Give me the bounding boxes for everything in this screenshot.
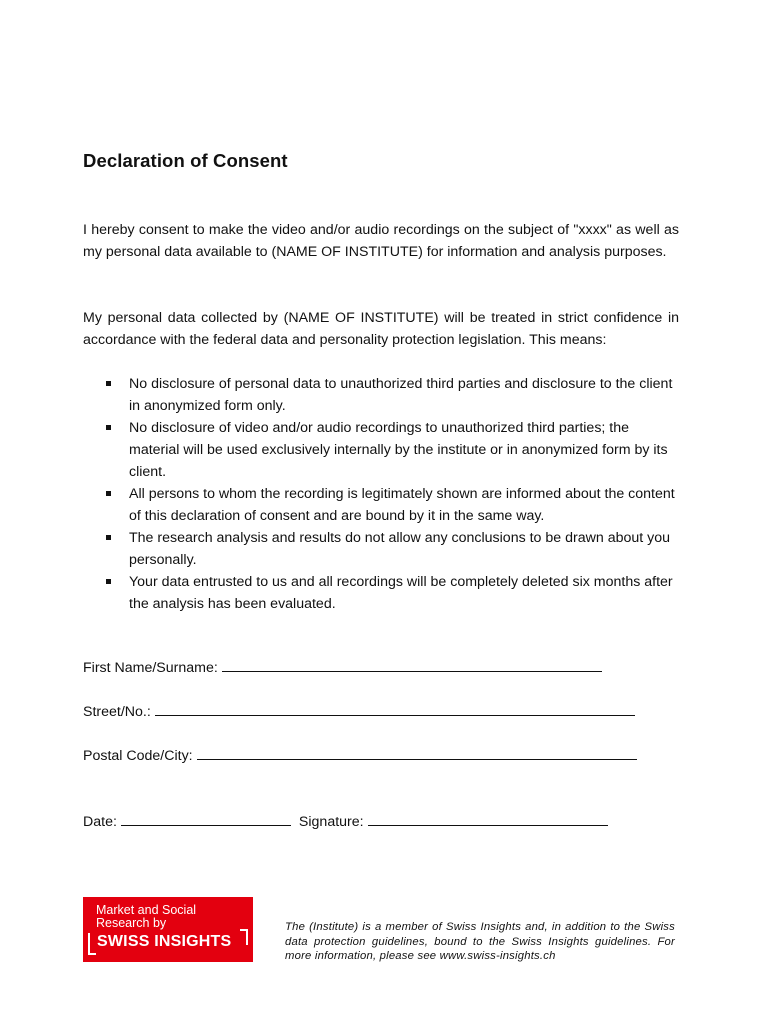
square-bullet-icon <box>106 491 111 496</box>
list-item-text: All persons to whom the recording is legitimately shown are informed about the content of this declaration of consent and are bound by it in the same way. <box>129 486 675 524</box>
list-item <box>83 483 679 527</box>
list-item-text: No disclosure of video and/or audio recordings to unauthorized third parties; the material will be used exclusively internally by the institute or in anonymized form by its client. <box>129 420 668 480</box>
list-item <box>83 527 679 571</box>
date-field-label: Date: <box>83 814 117 830</box>
list-item <box>83 571 679 615</box>
list-item <box>83 373 679 417</box>
postal-field-line[interactable] <box>197 745 637 760</box>
logo-line-2: Research by <box>96 916 167 930</box>
name-field-label: First Name/Surname: <box>83 660 218 676</box>
confidentiality-paragraph: My personal data collected by (NAME OF INSTITUTE) will be treated in strict confidence in accordance with the federal data and personality protection legislation. This means: <box>83 310 679 348</box>
street-field-row <box>83 701 635 723</box>
logo-brand: SWISS INSIGHTS <box>97 933 232 950</box>
name-field-line[interactable] <box>222 657 602 672</box>
signature-field-label: Signature: <box>298 814 364 830</box>
date-field-line[interactable] <box>121 811 291 826</box>
signature-field-line[interactable] <box>368 811 608 826</box>
square-bullet-icon <box>106 425 111 430</box>
name-field-row <box>83 657 602 679</box>
square-bullet-icon <box>106 579 111 584</box>
date-signature-row <box>83 811 608 833</box>
list-item <box>83 417 679 483</box>
bracket-left-icon <box>88 933 96 955</box>
street-field-line[interactable] <box>155 701 635 716</box>
bracket-right-icon <box>240 929 248 945</box>
conditions-list <box>83 373 679 615</box>
list-item-text: Your data entrusted to us and all recordings will be completely deleted six months after the analysis has been evaluated. <box>129 574 673 612</box>
consent-paragraph: I hereby consent to make the video and/or audio recordings on the subject of "xxxx" as well as my personal data available to (NAME OF INSTITUTE) for information and analysis purposes. <box>83 222 679 260</box>
street-field-label: Street/No.: <box>83 704 151 720</box>
document-title: Declaration of Consent <box>83 150 288 171</box>
footer-note: The (Institute) is a member of Swiss Insights and, in addition to the Swiss data protection guidelines, bound to the Swiss Insights guidelines. For more information, please see www.swiss-insights.ch <box>285 921 675 962</box>
square-bullet-icon <box>106 535 111 540</box>
list-item-text: The research analysis and results do not allow any conclusions to be drawn about you personally. <box>129 530 671 568</box>
list-item-text: No disclosure of personal data to unauthorized third parties and disclosure to the client in anonymized form only. <box>129 376 673 414</box>
postal-field-label: Postal Code/City: <box>83 748 193 764</box>
square-bullet-icon <box>106 381 111 386</box>
swiss-insights-logo <box>83 897 253 962</box>
postal-field-row <box>83 745 637 767</box>
logo-line-1: Market and Social <box>96 903 197 917</box>
